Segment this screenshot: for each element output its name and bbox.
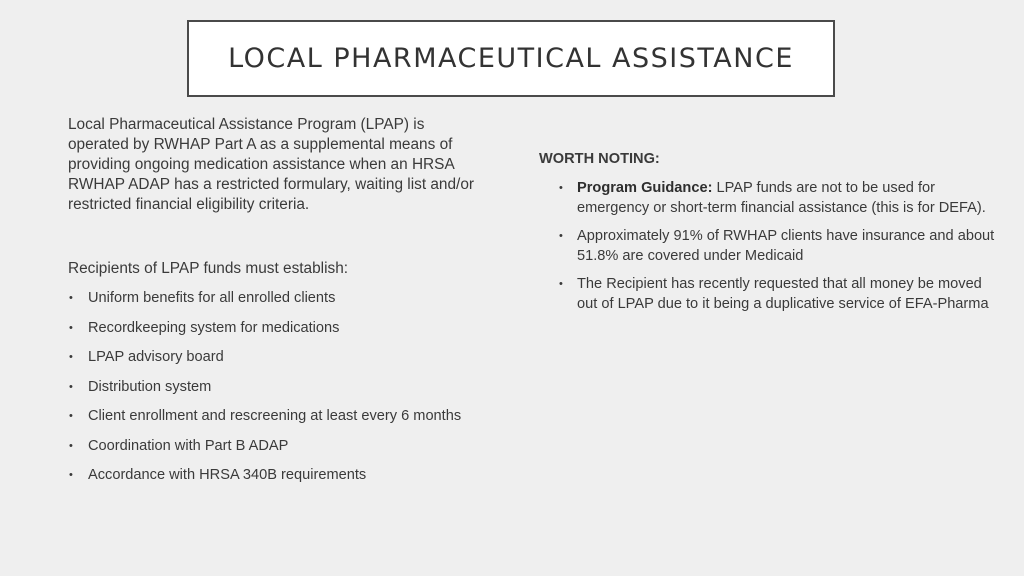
bullet-icon: • [69, 410, 73, 422]
list-item [539, 227, 999, 266]
bullet-icon: • [69, 292, 73, 304]
list-item [68, 319, 488, 339]
bullet-icon: • [559, 230, 563, 242]
list-item [68, 378, 488, 398]
list-item-text: Coordination with Part B ADAP [88, 437, 289, 454]
list-item-lead: Program Guidance: [577, 180, 713, 196]
bullet-icon: • [69, 351, 73, 363]
title-box [187, 20, 835, 97]
list-item-text: Client enrollment and rescreening at least every 6 months [88, 408, 462, 424]
bullet-icon: • [559, 278, 563, 290]
recipients-heading: Recipients of LPAP funds must establish: [68, 260, 349, 277]
list-item [539, 275, 999, 314]
left-column [68, 115, 488, 486]
list-item-text: The Recipient has recently requested that all money be moved out of LPAP due to it being a duplicative service of EFA-Pharma [577, 276, 989, 312]
intro-paragraph: Local Pharmaceutical Assistance Program (LPAP) is operated by RWHAP Part A as a supplemental means of providing ongoing medication assistance when an HRSA RWHAP ADAP has a restricted formulary, waiting list and/or restricted financial eligibility criteria. [68, 116, 475, 213]
list-item [539, 179, 999, 218]
right-column [539, 149, 999, 314]
list-item-text: Uniform benefits for all enrolled clients [88, 290, 336, 306]
list-item-text: Accordance with HRSA 340B requirements [88, 467, 367, 483]
worth-noting-heading: WORTH NOTING: [539, 151, 660, 167]
bullet-icon: • [559, 182, 563, 194]
bullet-icon: • [69, 439, 73, 452]
list-item-text: Approximately 91% of RWHAP clients have insurance and about 51.8% are covered under Medicaid [577, 228, 995, 264]
worth-noting-list [539, 179, 999, 314]
list-item [68, 289, 488, 309]
bullet-icon: • [69, 469, 73, 481]
bullet-icon: • [69, 321, 73, 334]
list-item [68, 437, 488, 457]
list-item [68, 348, 488, 368]
list-item-text: Recordkeeping system for medications [88, 319, 340, 336]
requirements-list [68, 289, 488, 486]
list-item [68, 466, 488, 486]
bullet-icon: • [69, 380, 73, 393]
list-item-text: Distribution system [88, 378, 212, 395]
page-title: LOCAL PHARMACEUTICAL ASSISTANCE [228, 43, 794, 74]
list-item [68, 407, 488, 427]
list-item-text: LPAP funds are not to be used for emergency or short-term financial assistance (this is for DEFA). [577, 180, 986, 216]
list-item-text: LPAP advisory board [88, 349, 224, 365]
